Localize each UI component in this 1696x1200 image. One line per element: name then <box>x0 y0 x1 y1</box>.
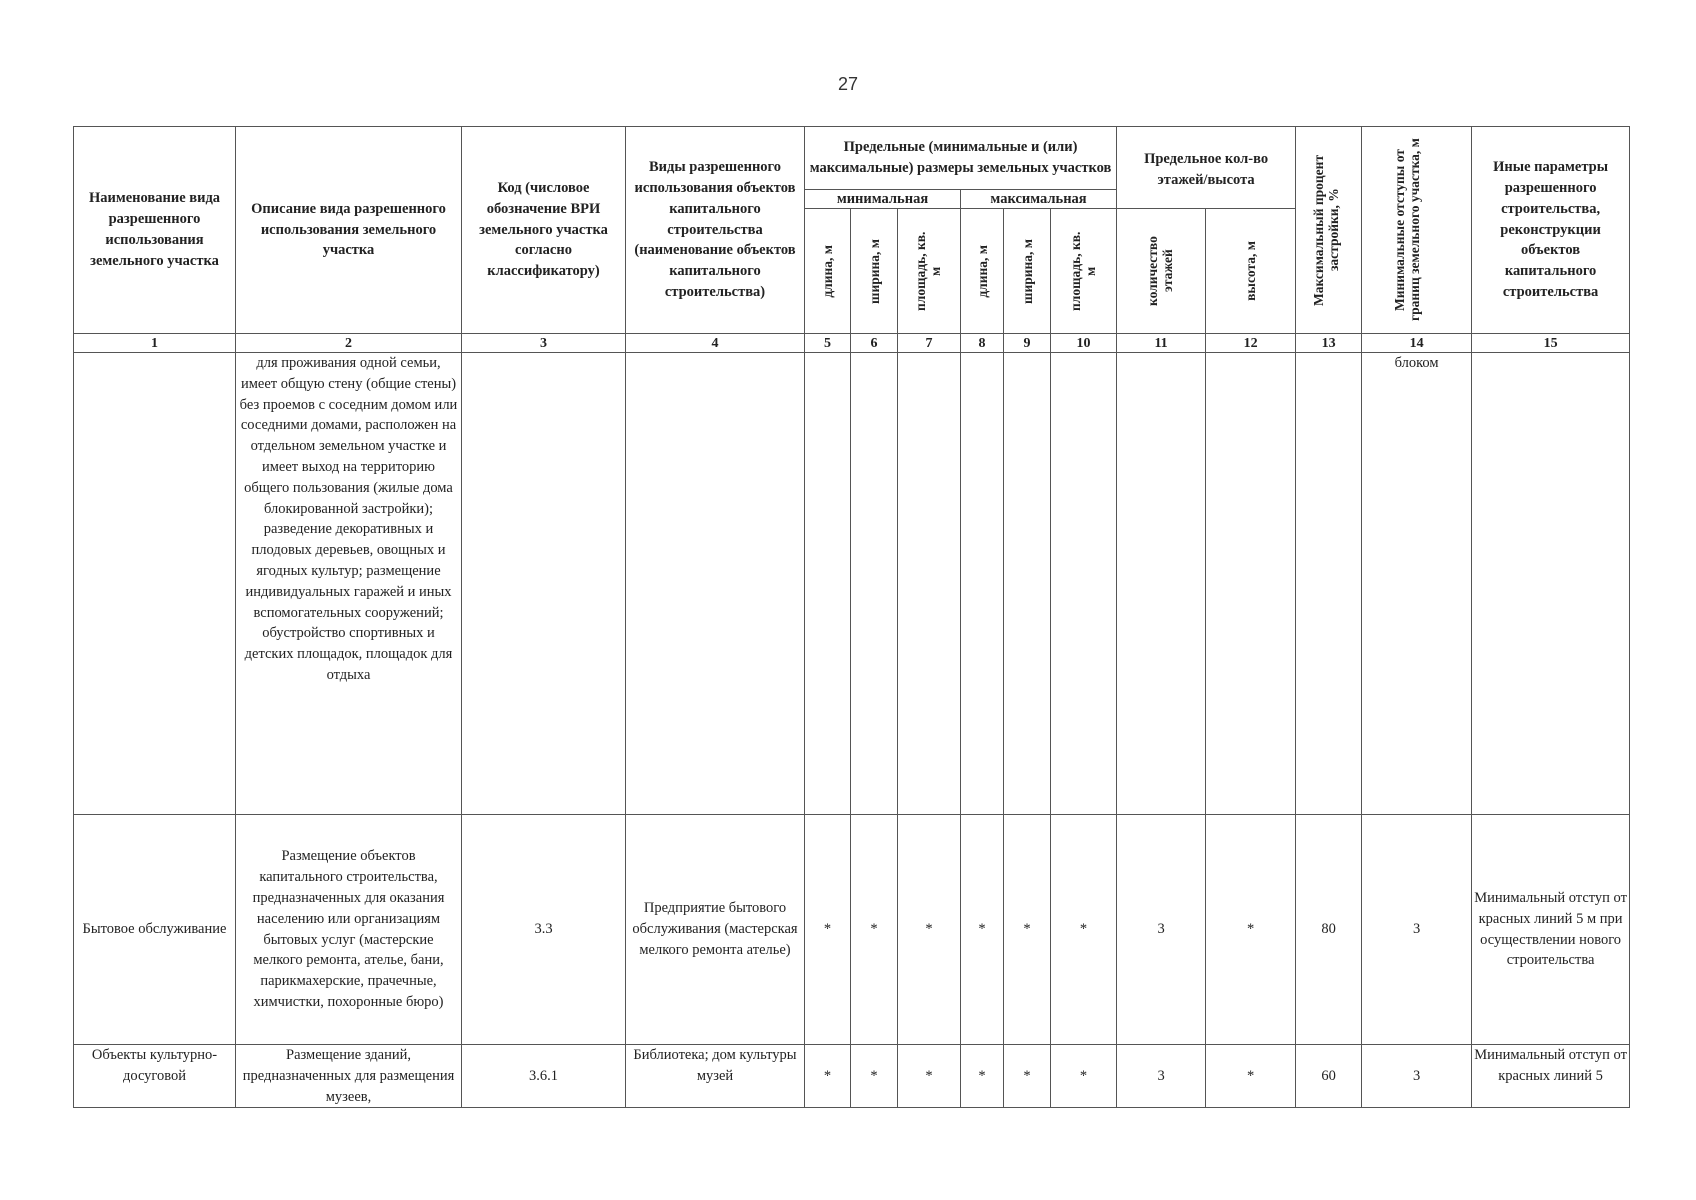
cell-other-params: Минимальный отступ от красных линий 5 м при осуществлении нового строительства <box>1472 815 1630 1045</box>
cell-floors: 3 <box>1117 1045 1206 1108</box>
column-number-row <box>74 334 1630 353</box>
header-col-12-text: высота, м <box>1243 241 1259 301</box>
column-number: 10 <box>1051 334 1117 353</box>
cell-floors <box>1117 353 1206 815</box>
header-col-15: Иные параметры разрешенного строительства, реконструкции объектов капитального строительства <box>1472 127 1630 334</box>
cell-max-area: * <box>1051 1045 1117 1108</box>
header-col-2: Описание вида разрешенного использования земельного участка <box>236 127 462 334</box>
cell-other-params: Минимальный отступ от красных линий 5 <box>1472 1045 1630 1108</box>
cell-height: * <box>1206 815 1296 1045</box>
cell-max-coverage: 60 <box>1296 1045 1362 1108</box>
cell-code: 3.6.1 <box>462 1045 626 1108</box>
table-row <box>74 1045 1630 1108</box>
cell-min-width: * <box>851 815 898 1045</box>
cell-height: * <box>1206 1045 1296 1108</box>
column-number: 12 <box>1206 334 1296 353</box>
header-col-9 <box>1004 209 1051 334</box>
cell-max-width <box>1004 353 1051 815</box>
cell-max-area <box>1051 353 1117 815</box>
cell-min-area: * <box>898 1045 961 1108</box>
cell-use-name: Бытовое обслуживание <box>74 815 236 1045</box>
header-col-5 <box>805 209 851 334</box>
cell-min-setbacks: блоком <box>1362 353 1472 815</box>
header-col-1: Наименование вида разрешенного использования земельного участка <box>74 127 236 334</box>
cell-max-width: * <box>1004 1045 1051 1108</box>
header-col-6-text: ширина, м <box>866 238 882 304</box>
column-number: 15 <box>1472 334 1630 353</box>
cell-code: 3.3 <box>462 815 626 1045</box>
cell-min-width <box>851 353 898 815</box>
column-number: 7 <box>898 334 961 353</box>
cell-use-description: Размещение объектов капитального строительства, предназначенных для оказания населению или организациям бытовых услуг (мастерские мелкого ремонта, ателье, бани, парикмахерские, прачечные, химчистки, похоронные бюро) <box>236 815 462 1045</box>
cell-min-length: * <box>805 1045 851 1108</box>
cell-min-length <box>805 353 851 815</box>
header-row-1 <box>74 127 1630 190</box>
header-col-14-text: Минимальные отступы от границ земельного участка, м <box>1391 138 1422 322</box>
cell-floors: 3 <box>1117 815 1206 1045</box>
header-col-6 <box>851 209 898 334</box>
header-col-5-text: длина, м <box>820 244 835 298</box>
cell-height <box>1206 353 1296 815</box>
header-col-11 <box>1117 209 1206 334</box>
column-number: 5 <box>805 334 851 353</box>
cell-building-types: Предприятие бытового обслуживания (мастерская мелкого ремонта ателье) <box>626 815 805 1045</box>
header-plot-sizes: Предельные (минимальные и (или) максимальные) размеры земельных участков <box>805 127 1117 190</box>
header-col-3: Код (числовое обозначение ВРИ земельного участка согласно классификатору) <box>462 127 626 334</box>
cell-max-width: * <box>1004 815 1051 1045</box>
cell-min-area: * <box>898 815 961 1045</box>
cell-use-name <box>74 353 236 815</box>
page-number: 27 <box>837 74 859 94</box>
cell-min-width: * <box>851 1045 898 1108</box>
column-number: 11 <box>1117 334 1206 353</box>
header-col-7 <box>898 209 961 334</box>
cell-max-coverage <box>1296 353 1362 815</box>
column-number: 8 <box>961 334 1004 353</box>
header-col-11-text: количество этажей <box>1145 236 1176 306</box>
column-number: 13 <box>1296 334 1362 353</box>
column-number: 9 <box>1004 334 1051 353</box>
cell-max-area: * <box>1051 815 1117 1045</box>
cell-min-area <box>898 353 961 815</box>
header-minimum: минимальная <box>805 190 961 209</box>
cell-code <box>462 353 626 815</box>
header-col-13-text: Максимальный процент застройки, % <box>1310 154 1341 306</box>
cell-max-length <box>961 353 1004 815</box>
column-number: 6 <box>851 334 898 353</box>
cell-max-length: * <box>961 1045 1004 1108</box>
cell-use-description: для проживания одной семьи, имеет общую стену (общие стены) без проемов с соседним домом или соседними домами, расположен на отдельном земельном участке и имеет выход на территорию общего пользования (жилые дома блокированной застройки); разведение декоративных и плодовых деревьев, овощных и ягодных культур; размещение индивидуальных гаражей и иных вспомогательных сооружений; обустройство спортивных и детских площадок, площадок для отдыха <box>236 353 462 815</box>
header-col-10 <box>1051 209 1117 334</box>
header-col-13 <box>1296 127 1362 334</box>
cell-max-coverage: 80 <box>1296 815 1362 1045</box>
header-col-10-text: площадь, кв. м <box>1067 231 1098 311</box>
header-col-14 <box>1362 127 1472 334</box>
header-col-8-text: длина, м <box>974 244 990 298</box>
zoning-regulations-table <box>73 126 1630 1108</box>
table-row <box>74 353 1630 815</box>
header-maximum: максимальная <box>961 190 1117 209</box>
column-number: 2 <box>236 334 462 353</box>
column-number: 3 <box>462 334 626 353</box>
table-row <box>74 815 1630 1045</box>
header-col-7-text: площадь, кв. м <box>913 231 943 311</box>
cell-max-length: * <box>961 815 1004 1045</box>
header-col-9-text: ширина, м <box>1019 238 1035 304</box>
header-col-4: Виды разрешенного использования объектов капитального строительства (наименование объектов капитального строительства) <box>626 127 805 334</box>
cell-building-types: Библиотека; дом культуры музей <box>626 1045 805 1108</box>
cell-use-name: Объекты культурно-досуговой <box>74 1045 236 1108</box>
column-number: 4 <box>626 334 805 353</box>
cell-min-setbacks: 3 <box>1362 815 1472 1045</box>
column-number: 14 <box>1362 334 1472 353</box>
cell-min-length: * <box>805 815 851 1045</box>
header-floors-group: Предельное кол-во этажей/высота <box>1117 127 1296 209</box>
cell-other-params <box>1472 353 1630 815</box>
cell-building-types <box>626 353 805 815</box>
header-col-8 <box>961 209 1004 334</box>
column-number: 1 <box>74 334 236 353</box>
header-col-12 <box>1206 209 1296 334</box>
cell-use-description: Размещение зданий, предназначенных для размещения музеев, <box>236 1045 462 1108</box>
cell-min-setbacks: 3 <box>1362 1045 1472 1108</box>
